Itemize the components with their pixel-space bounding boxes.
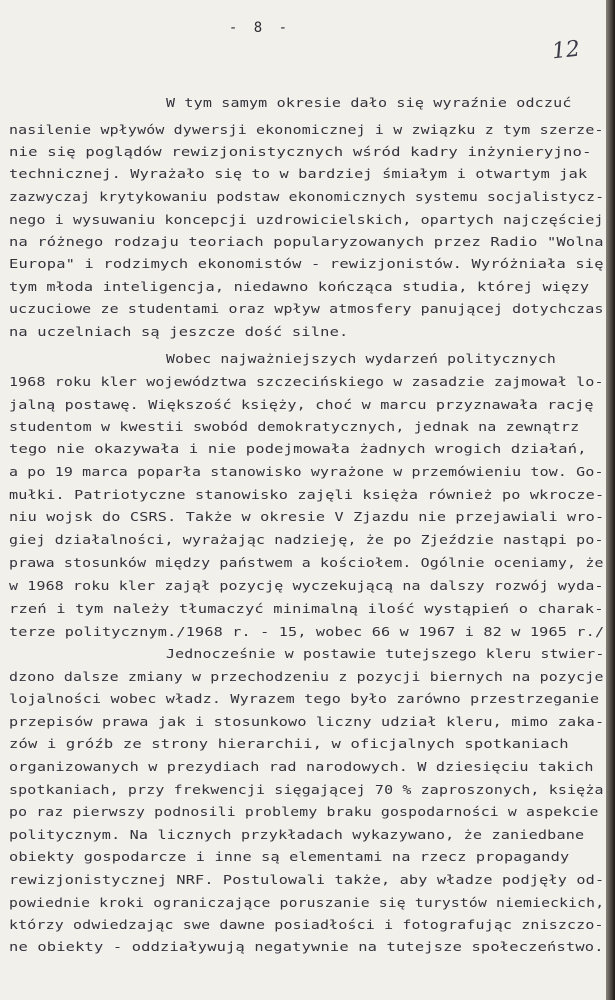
text-line-6: nego i wysuwaniu koncepcji uzdrowicielskich, opartych najczęściej [9, 213, 604, 227]
text-line-28: przepisów prawa jak i stosunkowo liczny udział kleru, mimo zaka- [9, 715, 605, 729]
text-line-3: nie się poglądów rewizjonistycznych wśród kadry inżynieryjno- [9, 145, 592, 159]
text-line-4: technicznej. Wyrażało się to w bardziej śmiałym i otwartym jak [9, 167, 588, 181]
text-line-10: uczuciowe ze studentami oraz wpływ atmosfery panującej dotychczas [9, 302, 604, 316]
text-line-23: rzeń i tym należy tłumaczyć minimalną ilość wystąpień o charak- [9, 602, 604, 616]
text-line-16: tego nie okazywała i nie podejmowała żadnych wrogich działań, [9, 442, 587, 456]
text-line-37: którzy odwiedzając swe dawne posiadłości i fotografując zniszczo- [9, 918, 604, 932]
text-line-38: ne obiekty - oddziaływują negatywnie na tutejsze społeczeństwo. [9, 940, 604, 954]
text-line-22: w 1968 roku kler zajął pozycję wyczekującą na dalszy rozwój wyda- [9, 579, 604, 593]
text-line-35: rewizjonistycznej NRF. Postulowali także, aby władze podjęły od- [9, 873, 605, 887]
text-line-8: Europa" i rodzimych ekonomistów - rewizjonistów. Wyróżniała się [9, 257, 604, 271]
text-line-18: mułki. Patriotyczne stanowisko zajęli księża również po wkrocze- [9, 488, 605, 502]
page-number: - 8 - [228, 20, 292, 36]
text-line-30: organizowanych w prezydiach rad narodowych. W dziesięciu takich [9, 760, 594, 774]
binding-edge [606, 0, 615, 1000]
text-line-15: studentom w kwestii swobód demokratycznych, jednak na zewnątrz [9, 420, 580, 434]
text-line-12: Wobec najważniejszych wydarzeń politycznych [166, 352, 556, 366]
text-line-9: tym młoda inteligencja, niedawno kończąca studia, której więzy [9, 280, 590, 294]
text-line-29: zów i gróźb ze strony hierarchii, w oficjalnych spotkaniach [9, 737, 569, 751]
text-line-2: nasilenie wpływów dywersji ekonomicznej i w związku z tym szerze- [9, 123, 604, 137]
text-line-31: spotkaniach, przy frekwencji sięgającej 70 % zaproszonych, księża [9, 783, 604, 797]
text-line-11: na uczelniach są jeszcze dość silne. [9, 325, 349, 339]
text-line-33: politycznym. Na licznych przykładach wykazywano, że zaniedbane [9, 828, 585, 842]
text-line-20: giej działalności, wyrażając nadzieję, że po Zjeździe nastąpi po- [9, 533, 604, 547]
text-line-1: W tym samym okresie dało się wyraźnie odczuć [166, 96, 572, 110]
text-line-26: dzono dalsze zmiany w przechodzeniu z pozycji biernych na pozycje [9, 670, 604, 684]
text-line-14: jalną postawę. Większość księży, choć w marcu przyznawała rację [9, 398, 594, 412]
folio-number: 12 [550, 36, 582, 65]
text-line-17: a po 19 marca poparła stanowisko wyrażone w przemówieniu tow. Go- [9, 465, 604, 479]
text-line-34: obiekty gospodarcze i inne są elementami na rzecz propagandy [9, 850, 570, 864]
text-line-24: terze politycznym./1968 r. - 15, wobec 66 w 1967 i 82 w 1965 r./ [9, 625, 605, 639]
text-line-5: zazwyczaj krytykowaniu podstaw ekonomicznych systemu socjalistycz- [9, 190, 605, 204]
text-line-36: powiednie kroki ograniczające poruszanie się turystów niemieckich, [9, 896, 605, 910]
text-line-25: Jednocześnie w postawie tutejszego kleru stwier- [166, 647, 605, 661]
text-line-19: niu wojsk do CSRS. Także w okresie V Zjazdu nie przejawiali wro- [9, 510, 605, 524]
text-line-7: na różnego rodzaju teoriach popularyzowanych przez Radio "Wolna [9, 235, 604, 249]
text-line-32: po raz pierwszy podnosili problemy braku gospodarności w aspekcie [9, 805, 599, 819]
text-line-27: lojalności wobec władz. Wyrazem tego było zarówno przestrzeganie [9, 692, 600, 706]
text-line-13: 1968 roku kler województwa szczecińskiego w zasadzie zajmował lo- [9, 375, 604, 389]
text-line-21: prawa stosunków między państwem a kościołem. Ogólnie oceniamy, że [9, 556, 604, 570]
